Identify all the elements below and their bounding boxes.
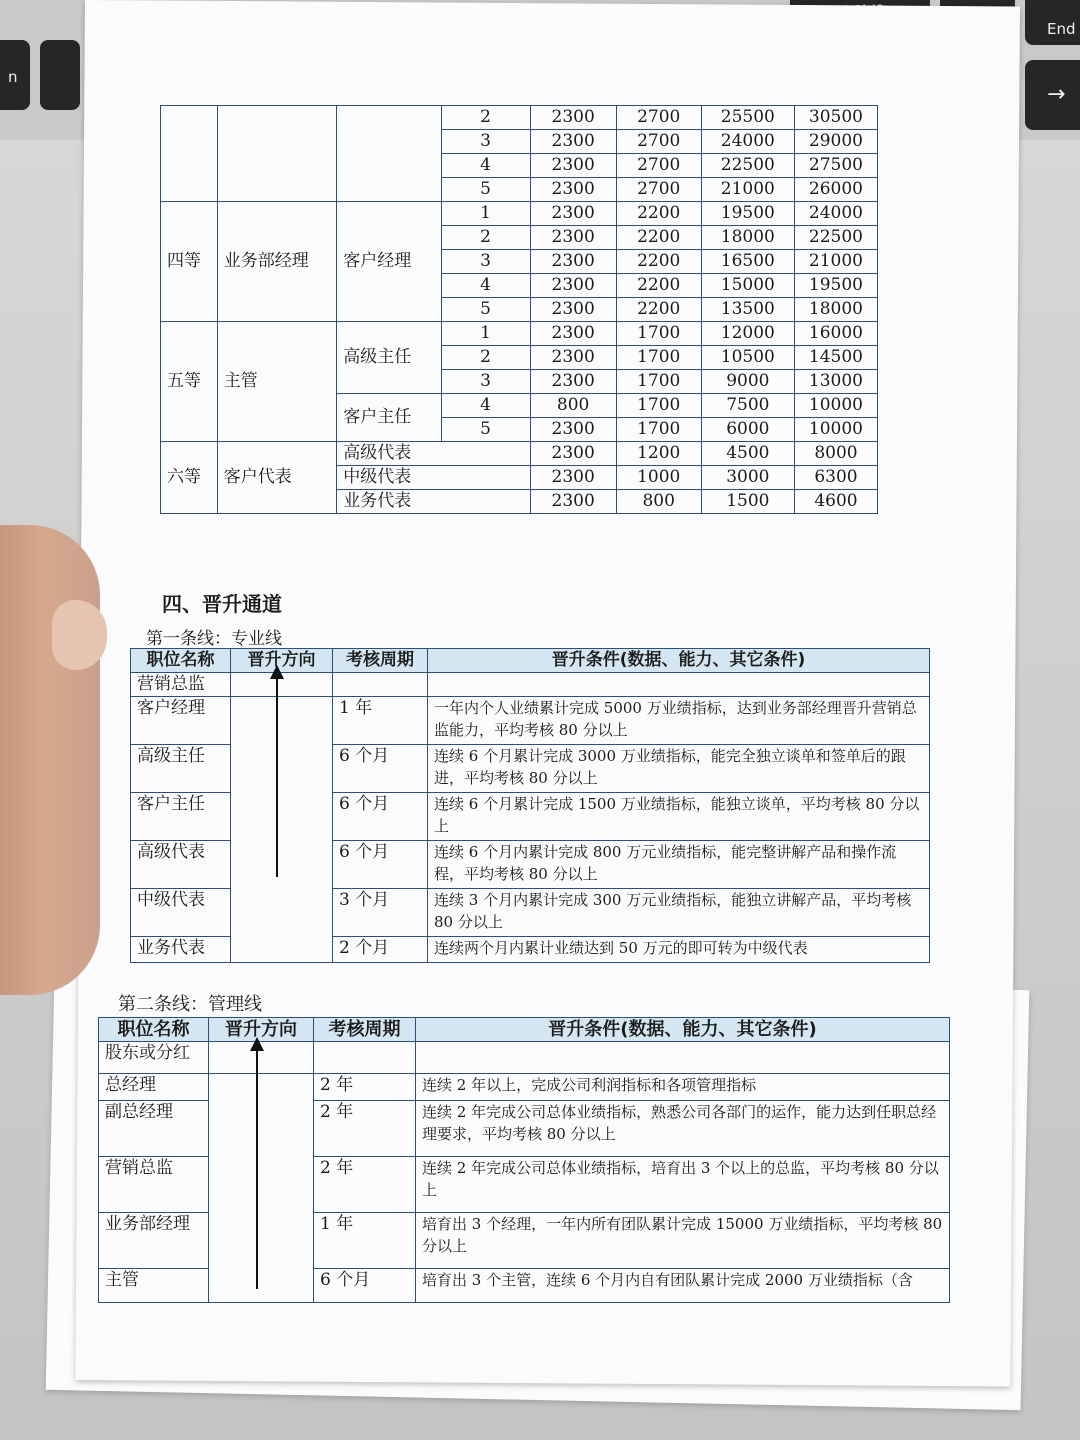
value-cell: 14500	[794, 346, 877, 370]
position-cell: 业务部经理	[99, 1213, 209, 1269]
condition-cell	[416, 1042, 950, 1074]
cycle-cell	[314, 1042, 416, 1074]
table-row	[161, 202, 878, 226]
value-cell: 29000	[794, 130, 877, 154]
value-cell: 6300	[794, 466, 877, 490]
position-cell: 副总经理	[99, 1101, 209, 1157]
cycle-cell	[333, 673, 428, 697]
key-right-label: →	[1047, 82, 1066, 107]
value-cell: 24000	[701, 130, 794, 154]
cycle-cell: 2 年	[314, 1074, 416, 1101]
value-cell: 2300	[530, 226, 616, 250]
level-cell: 业务代表	[337, 490, 530, 514]
value-cell: 2300	[530, 466, 616, 490]
hand-holding-paper	[0, 525, 100, 995]
position-cell: 业务部经理	[217, 202, 337, 322]
value-cell: 8000	[794, 442, 877, 466]
value-cell: 18000	[701, 226, 794, 250]
value-cell: 13500	[701, 298, 794, 322]
promotion-table-management	[98, 1017, 950, 1303]
condition-cell: 连续 6 个月累计完成 1500 万业绩指标，能独立谈单，平均考核 80 分以上	[428, 793, 930, 841]
value-cell: 1700	[616, 322, 701, 346]
position-cell: 高级主任	[131, 745, 231, 793]
value-cell: 16000	[794, 322, 877, 346]
value-cell: 9000	[701, 370, 794, 394]
level-cell: 2	[441, 346, 530, 370]
cycle-cell: 2 个月	[333, 937, 428, 963]
position-cell: 主管	[99, 1269, 209, 1303]
value-cell: 10000	[794, 418, 877, 442]
level-cell: 2	[441, 226, 530, 250]
value-cell: 6000	[701, 418, 794, 442]
value-cell: 2300	[530, 154, 616, 178]
value-cell: 22500	[701, 154, 794, 178]
position-cell: 客户经理	[131, 697, 231, 745]
line2-label: 第二条线：管理线	[118, 994, 262, 1015]
condition-cell: 培育出 3 个经理，一年内所有团队累计完成 15000 万业绩指标，平均考核 80 分以上	[416, 1213, 950, 1269]
value-cell: 15000	[701, 274, 794, 298]
value-cell: 21000	[794, 250, 877, 274]
value-cell: 2300	[530, 370, 616, 394]
key-windows	[40, 40, 80, 110]
level-cell: 5	[441, 418, 530, 442]
condition-cell: 一年内个人业绩累计完成 5000 万业绩指标，达到业务部经理晋升营销总监能力，平均考核 80 分以上	[428, 697, 930, 745]
value-cell: 800	[530, 394, 616, 418]
header-direction: 晋升方向	[209, 1018, 314, 1042]
level-cell: 3	[441, 370, 530, 394]
title-cell: 高级主任	[337, 322, 441, 394]
value-cell: 2300	[530, 130, 616, 154]
value-cell: 2700	[616, 106, 701, 130]
value-cell: 2300	[530, 346, 616, 370]
key-right	[1025, 60, 1080, 130]
value-cell: 2200	[616, 274, 701, 298]
value-cell: 2300	[530, 202, 616, 226]
header-position: 职位名称	[131, 649, 231, 673]
cycle-cell: 1 年	[333, 697, 428, 745]
value-cell: 2300	[530, 178, 616, 202]
level-cell: 5	[441, 298, 530, 322]
position-cell: 主管	[217, 322, 337, 442]
table-row	[161, 106, 878, 130]
condition-cell: 连续 6 个月内累计完成 800 万元业绩指标，能完整讲解产品和操作流程，平均考核 80 分以上	[428, 841, 930, 889]
cycle-cell: 3 个月	[333, 889, 428, 937]
table-row	[99, 1042, 950, 1074]
header-condition: 晋升条件(数据、能力、其它条件)	[428, 649, 930, 673]
table-header-row	[99, 1018, 950, 1042]
value-cell: 800	[616, 490, 701, 514]
value-cell: 1200	[616, 442, 701, 466]
grade-cell	[161, 106, 218, 202]
value-cell: 2300	[530, 322, 616, 346]
value-cell: 12000	[701, 322, 794, 346]
value-cell: 19500	[701, 202, 794, 226]
level-cell: 4	[441, 274, 530, 298]
value-cell: 1500	[701, 490, 794, 514]
level-cell: 4	[441, 154, 530, 178]
condition-cell: 培育出 3 个主管，连续 6 个月内自有团队累计完成 2000 万业绩指标（含	[416, 1269, 950, 1303]
table-row	[161, 322, 878, 346]
position-cell: 中级代表	[131, 889, 231, 937]
value-cell: 19500	[794, 274, 877, 298]
value-cell: 2300	[530, 490, 616, 514]
cycle-cell: 6 个月	[333, 745, 428, 793]
line1-label: 第一条线：专业线	[146, 629, 282, 649]
key-end	[1025, 0, 1080, 45]
position-cell: 客户主任	[131, 793, 231, 841]
level-cell: 1	[441, 202, 530, 226]
direction-cell	[231, 697, 333, 963]
value-cell: 1700	[616, 394, 701, 418]
value-cell: 27500	[794, 154, 877, 178]
cycle-cell: 6 个月	[333, 841, 428, 889]
position-cell: 总经理	[99, 1074, 209, 1101]
value-cell: 2300	[530, 250, 616, 274]
position-cell: 业务代表	[131, 937, 231, 963]
value-cell: 2700	[616, 178, 701, 202]
value-cell: 2200	[616, 298, 701, 322]
value-cell: 16500	[701, 250, 794, 274]
cycle-cell: 6 个月	[314, 1269, 416, 1303]
promotion-table-professional	[130, 648, 930, 963]
salary-table	[160, 105, 878, 514]
level-cell: 5	[441, 178, 530, 202]
grade-cell: 五等	[161, 322, 218, 442]
value-cell: 22500	[794, 226, 877, 250]
position-cell	[217, 106, 337, 202]
value-cell: 10500	[701, 346, 794, 370]
value-cell: 3000	[701, 466, 794, 490]
header-cycle: 考核周期	[314, 1018, 416, 1042]
header-direction: 晋升方向	[231, 649, 333, 673]
value-cell: 2300	[530, 274, 616, 298]
value-cell: 2200	[616, 226, 701, 250]
value-cell: 2200	[616, 250, 701, 274]
value-cell: 2700	[616, 130, 701, 154]
value-cell: 25500	[701, 106, 794, 130]
table-row	[131, 697, 930, 745]
level-cell: 4	[441, 394, 530, 418]
value-cell: 1700	[616, 418, 701, 442]
value-cell: 4600	[794, 490, 877, 514]
cycle-cell: 2 年	[314, 1101, 416, 1157]
condition-cell: 连续 2 年以上，完成公司利润指标和各项管理指标	[416, 1074, 950, 1101]
level-cell: 2	[441, 106, 530, 130]
value-cell: 26000	[794, 178, 877, 202]
condition-cell: 连续 6 个月累计完成 3000 万业绩指标，能完全独立谈单和签单后的跟进，平均考核 80 分以上	[428, 745, 930, 793]
value-cell: 2300	[530, 298, 616, 322]
key-n-label: n	[8, 68, 18, 86]
key-end-label: End	[1047, 20, 1076, 38]
position-cell: 高级代表	[131, 841, 231, 889]
level-cell: 高级代表	[337, 442, 530, 466]
value-cell: 1000	[616, 466, 701, 490]
position-cell: 营销总监	[99, 1157, 209, 1213]
cycle-cell: 2 年	[314, 1157, 416, 1213]
title-cell: 客户经理	[337, 202, 441, 322]
condition-cell	[428, 673, 930, 697]
header-condition: 晋升条件(数据、能力、其它条件)	[416, 1018, 950, 1042]
value-cell: 7500	[701, 394, 794, 418]
level-cell: 3	[441, 250, 530, 274]
value-cell: 18000	[794, 298, 877, 322]
up-arrow-icon	[276, 677, 278, 877]
condition-cell: 连续 3 个月内累计完成 300 万元业绩指标，能独立讲解产品，平均考核 80 分以上	[428, 889, 930, 937]
value-cell: 24000	[794, 202, 877, 226]
table-row	[161, 442, 878, 466]
up-arrow-icon	[256, 1049, 258, 1289]
level-cell: 3	[441, 130, 530, 154]
value-cell: 21000	[701, 178, 794, 202]
header-cycle: 考核周期	[333, 649, 428, 673]
value-cell: 2300	[530, 442, 616, 466]
position-cell: 股东或分红	[99, 1042, 209, 1074]
title-cell: 客户主任	[337, 394, 441, 442]
grade-cell: 四等	[161, 202, 218, 322]
cycle-cell: 6 个月	[333, 793, 428, 841]
header-position: 职位名称	[99, 1018, 209, 1042]
direction-cell	[209, 1074, 314, 1303]
position-cell: 营销总监	[131, 673, 231, 697]
position-cell: 客户代表	[217, 442, 337, 514]
value-cell: 30500	[794, 106, 877, 130]
value-cell: 2300	[530, 418, 616, 442]
condition-cell: 连续 2 年完成公司总体业绩指标，培育出 3 个以上的总监，平均考核 80 分以上	[416, 1157, 950, 1213]
table-header-row	[131, 649, 930, 673]
cycle-cell: 1 年	[314, 1213, 416, 1269]
title-cell	[337, 106, 441, 202]
table-row	[99, 1074, 950, 1101]
table-row	[131, 673, 930, 697]
value-cell: 1700	[616, 370, 701, 394]
value-cell: 2200	[616, 202, 701, 226]
value-cell: 10000	[794, 394, 877, 418]
condition-cell: 连续 2 年完成公司总体业绩指标，熟悉公司各部门的运作，能力达到任职总经理要求，平均考核 80 分以上	[416, 1101, 950, 1157]
value-cell: 2300	[530, 106, 616, 130]
condition-cell: 连续两个月内累计业绩达到 50 万元的即可转为中级代表	[428, 937, 930, 963]
value-cell: 2700	[616, 154, 701, 178]
value-cell: 1700	[616, 346, 701, 370]
value-cell: 13000	[794, 370, 877, 394]
level-cell: 1	[441, 322, 530, 346]
key-n	[0, 40, 30, 110]
thumb-nail	[52, 600, 107, 670]
section-title: 四、晋升通道	[162, 592, 282, 616]
level-cell: 中级代表	[337, 466, 530, 490]
value-cell: 4500	[701, 442, 794, 466]
grade-cell: 六等	[161, 442, 218, 514]
